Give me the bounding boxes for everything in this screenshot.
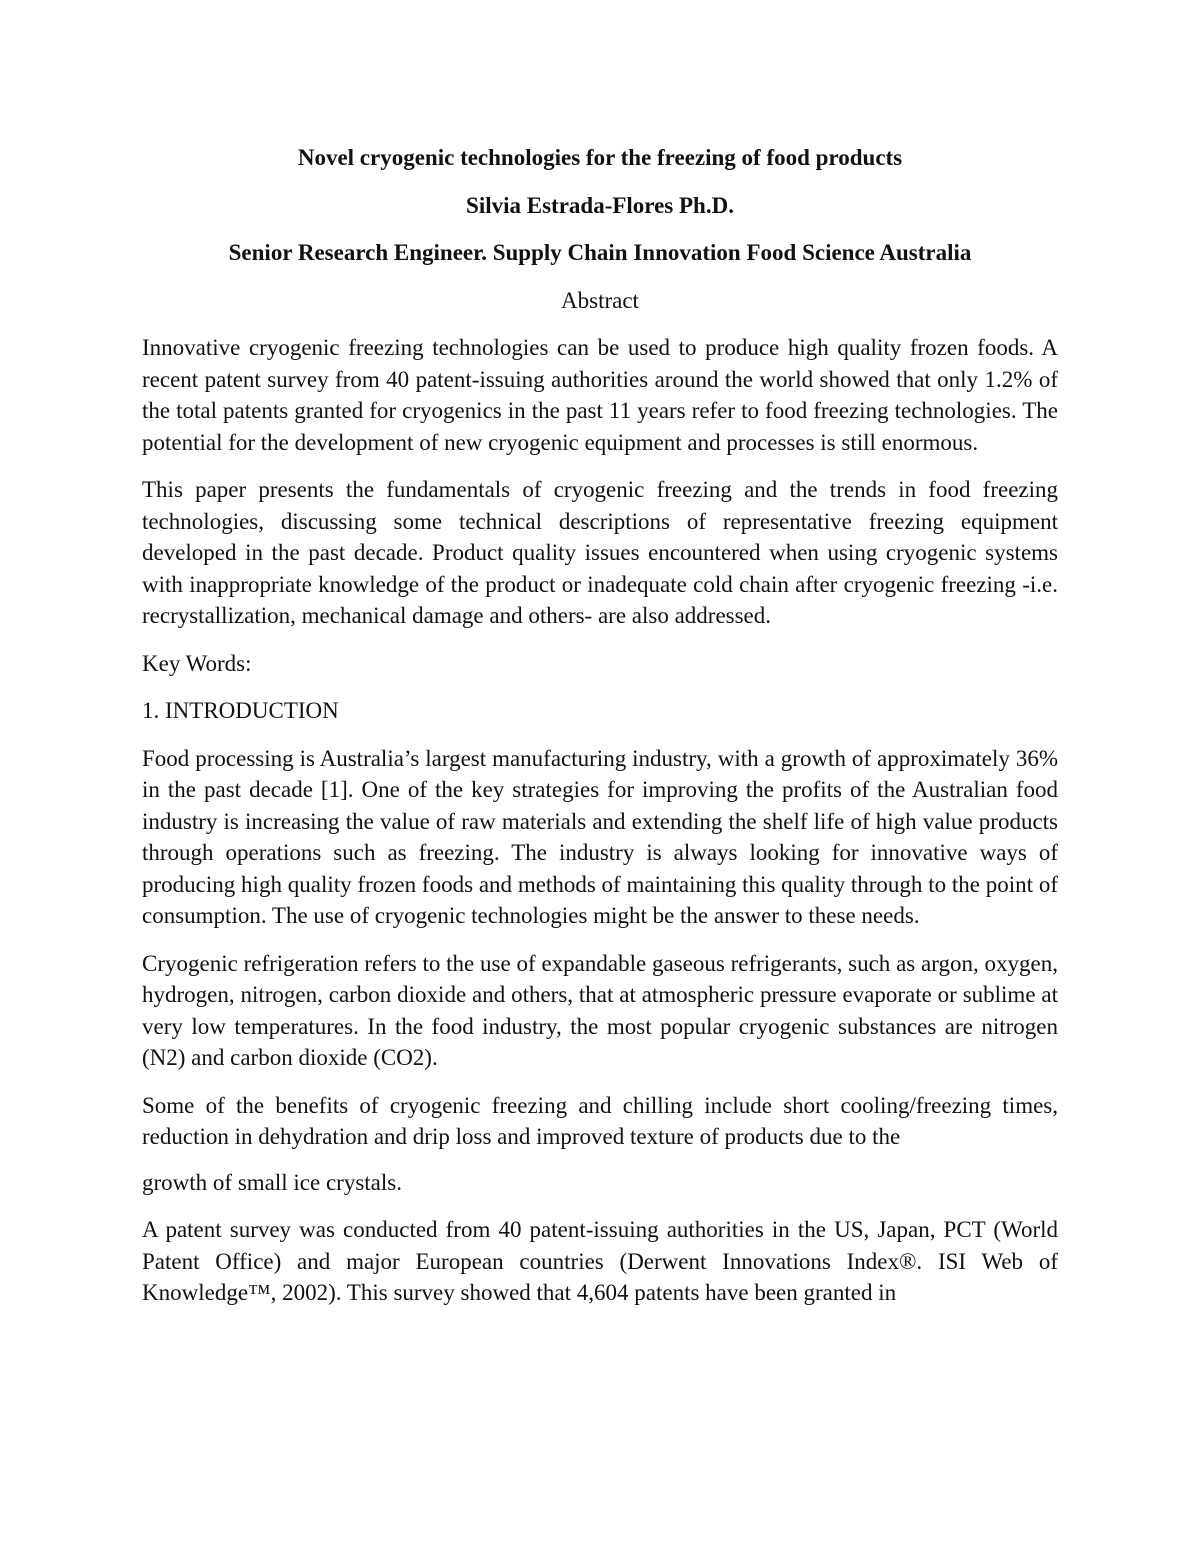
author-affiliation: Senior Research Engineer. Supply Chain Innovation Food Science Australia — [228, 240, 972, 265]
paper-title: Novel cryogenic technologies for the freezing of food products — [297, 145, 903, 170]
abstract-heading: Abstract — [561, 287, 639, 313]
abstract-paragraph: Innovative cryogenic freezing technologies can be used to produce high quality frozen foods. A recent patent survey from 40 patent-issuing authorities around the world showed that only 1.2% of the total patents granted for cryogenics in the past 11 years refer to food freezing technologies. The potential for the development of new cryogenic equipment and processes is still enormous. — [142, 335, 1058, 455]
introduction-paragraph: Cryogenic refrigeration refers to the use of expandable gaseous refrigerants, such as argon, oxygen, hydrogen, nitrogen, carbon dioxide and others, that at atmospheric pressure evaporate or sublime at very low temperatures. In the food industry, the most popular cryogenic substances are nitrogen (N2) and carbon dioxide (CO2). — [142, 950, 1058, 1070]
introduction-paragraph: Food processing is Australia’s largest manufacturing industry, with a growth of approximately 36% in the past decade [1]. One of the key strategies for improving the profits of the Australian food industry is increasing the value of raw materials and extending the shelf life of high value products through operations such as freezing. The industry is always looking for innovative ways of producing high quality frozen foods and methods of maintaining this quality through to the point of consumption. The use of cryogenic technologies might be the answer to these needs. — [142, 745, 1058, 928]
abstract-paragraph: This paper presents the fundamentals of cryogenic freezing and the trends in food freezing technologies, discussing some technical descriptions of representative freezing equipment developed in the past decade. Product quality issues encountered when using cryogenic systems with inappropriate knowledge of the product or inadequate cold chain after cryogenic freezing -i.e. recrystallization, mechanical damage and others- are also addressed. — [142, 477, 1058, 628]
document-body — [142, 142, 1058, 1325]
introduction-paragraph: A patent survey was conducted from 40 patent-issuing authorities in the US, Japan, PCT (World Patent Office) and major European countries (Derwent Innovations Index®. ISI Web of Knowledge™, 2002). This survey showed that 4,604 patents have been granted in — [142, 1217, 1058, 1305]
author-name: Silvia Estrada-Flores Ph.D. — [466, 192, 734, 218]
keywords-label: Key Words: — [142, 650, 252, 676]
introduction-paragraph-continuation: growth of small ice crystals. — [142, 1169, 402, 1195]
introduction-paragraph: Some of the benefits of cryogenic freezing and chilling include short cooling/freezing times, reduction in dehydration and drip loss and improved texture of products due to the — [142, 1092, 1058, 1149]
section-heading-introduction: 1. INTRODUCTION — [142, 698, 339, 723]
